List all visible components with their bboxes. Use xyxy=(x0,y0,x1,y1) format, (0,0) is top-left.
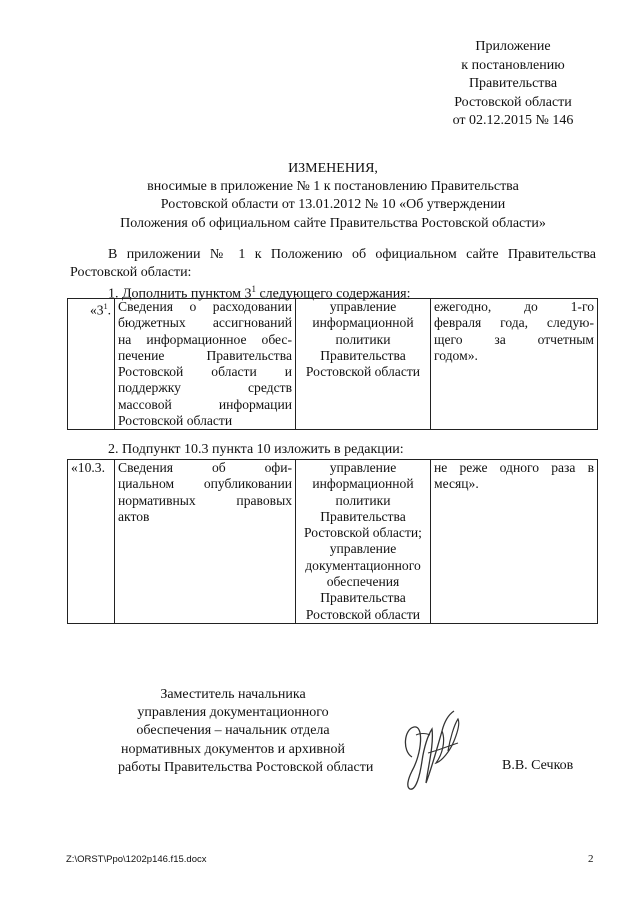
cell-line: Правительства xyxy=(320,508,406,524)
cell-line: Ростовской области xyxy=(305,606,421,622)
cell-line: ежегодно, до 1-го xyxy=(434,299,594,314)
table-row xyxy=(68,299,598,430)
appendix-line: Приложение xyxy=(475,39,551,54)
cell-line: политики xyxy=(335,331,391,347)
cell-line: массовой информации xyxy=(118,396,292,412)
cell-line: февраля года, следую- xyxy=(434,315,594,331)
cell-line: нормативных правовых xyxy=(118,492,292,508)
appendix-line: к постановлению xyxy=(461,57,565,73)
item-1-table xyxy=(67,298,598,430)
intro-paragraph xyxy=(70,246,596,281)
document-name-cell xyxy=(115,460,296,624)
row-number-cell xyxy=(68,460,115,624)
cell-line: месяц». xyxy=(434,476,479,492)
position-line: нормативных документов и архивной xyxy=(121,741,345,757)
file-path: Z:\ORST\Ppo\1202p146.f15.docx xyxy=(66,854,207,865)
cell-line: управление xyxy=(329,541,397,557)
cell-line: печение Правительства xyxy=(118,347,292,363)
cell-line: Ростовской области и xyxy=(118,364,292,380)
signer-name: В.В. Сечков xyxy=(502,758,574,773)
cell-line: Ростовской области xyxy=(305,364,421,380)
cell-line: информационной xyxy=(312,315,414,331)
row-number-cell xyxy=(68,299,115,430)
document-title xyxy=(70,160,596,233)
responsible-cell xyxy=(296,460,431,624)
title-line: Положения об официальном сайте Правительства Ростовской области» xyxy=(120,215,546,231)
cell-line: обеспечения xyxy=(326,574,400,590)
cell-line: информационной xyxy=(312,476,414,492)
position-line: управления документационного xyxy=(137,705,329,721)
row-number-sup: 1 xyxy=(103,302,108,311)
cell-line: бюджетных ассигнований xyxy=(118,315,292,331)
appendix-header xyxy=(416,38,610,131)
item-1-heading-text: 1. Дополнить пунктом 3 xyxy=(108,286,252,302)
intro-line: В приложении № 1 к Положению об официальном сайте Правительства xyxy=(108,247,596,262)
position-line: обеспечения – начальник отдела xyxy=(136,723,330,739)
appendix-line: Ростовской области xyxy=(454,94,572,110)
appendix-line: от 02.12.2015 № 146 xyxy=(452,113,574,128)
cell-line: Правительства xyxy=(320,347,406,363)
term-cell xyxy=(431,299,598,430)
row-number: «10.3. xyxy=(71,460,105,475)
cell-line: Сведения об офи- xyxy=(118,460,292,475)
position-line: работы Правительства Ростовской области xyxy=(118,759,374,775)
cell-line: циальном опубликовании xyxy=(118,476,292,492)
title-heading: ИЗМЕНЕНИЯ, xyxy=(288,161,378,176)
cell-line: документационного xyxy=(305,557,421,573)
item-2-table xyxy=(67,459,598,624)
title-line: вносимые в приложение № 1 к постановлению Правительства xyxy=(147,179,519,195)
item-1-heading-text-end: следующего содержания: xyxy=(255,286,411,302)
position-line: Заместитель начальника xyxy=(160,687,306,702)
title-line: Ростовской области от 13.01.2012 № 10 «Об утверждении xyxy=(160,197,506,213)
term-cell xyxy=(431,460,598,624)
signer-position xyxy=(118,686,374,777)
cell-line: актов xyxy=(118,508,150,524)
cell-line: политики xyxy=(335,492,391,508)
intro-line: Ростовской области: xyxy=(70,264,192,280)
row-number: «3 xyxy=(90,302,104,318)
cell-line: не реже одного раза в xyxy=(434,460,594,475)
cell-line: Ростовской области; xyxy=(304,525,422,541)
handwritten-signature xyxy=(398,705,470,795)
cell-line: на информационное обес- xyxy=(118,331,292,347)
cell-line: Сведения о расходовании xyxy=(118,299,292,314)
cell-line: годом». xyxy=(434,347,478,363)
table-row xyxy=(68,460,598,624)
cell-line: щего за отчетным xyxy=(434,331,594,347)
page-number: 2 xyxy=(588,853,594,865)
cell-line: Правительства xyxy=(320,590,406,606)
appendix-line: Правительства xyxy=(468,76,558,91)
responsible-cell xyxy=(296,299,431,430)
cell-line: Ростовской области xyxy=(118,413,233,429)
item-1-heading-sup: 1 xyxy=(251,284,256,294)
cell-line: управление xyxy=(329,460,397,475)
document-name-cell xyxy=(115,299,296,430)
cell-line: поддержку средств xyxy=(118,380,292,396)
item-2-heading: 2. Подпункт 10.3 пункта 10 изложить в редакции: xyxy=(108,442,404,457)
row-number-dot: . xyxy=(107,302,111,318)
cell-line: управление xyxy=(329,299,397,314)
